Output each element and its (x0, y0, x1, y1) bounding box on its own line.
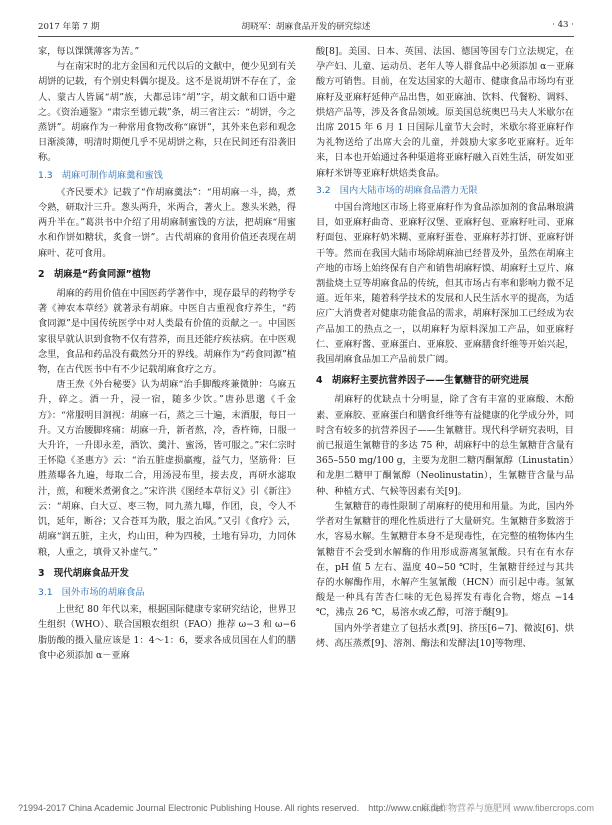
paragraph: 上世纪 80 年代以来，根据国际健康专家研究结论，世界卫生组织（WHO）、联合国粮农组织（FAO）推荐 ω−3 和 ω−6 脂肪酸的摄入量应该是 1：4～1：6，要求各成员国在人们的膳食中必须添加 α－亚麻 (38, 604, 296, 661)
paragraph: 唐王焘《外台秘要》认为胡麻“治手脚酸疼兼微肿：乌麻五升，碎之。酒一升，浸一宿，随多少饮。”唐孙思邈《千金方》：“常服明目洞视：胡麻一石，蒸之三十遍，末酒服，每日一升。又方治腰脚疼痛：胡麻一升，新者熬，冷，香杵筛，日服一大升许，一升即永差，酒饮、羹汁、蜜汤，皆可服之。”宋仁宗时王怀隐《圣惠方》云：“治五脏虚损羸瘦，益气力，坚筋骨：巨胜蒸曝各九遍，每取二合，用汤浸布里，接去皮，再研水滤取汁，煎，和粳米煮粥食之。”宋许洪《图经本草衍义》引《新注》云：“胡麻、白大豆、枣三物，同九蒸九曝，作团，良，令人不饥，延年，断谷；又合苍耳为散，服之治风。”又引《食疗》云，胡麻“润五脏，主火，灼山田，种为四稜，土地有异功，力同休粮，人重之，填骨又补虚气。” (38, 379, 296, 558)
paragraph: 家，每以馃馔薄客为苦。” (38, 46, 140, 57)
paragraph: 与在南宋时的北方金国和元代以后的文献中，便少见到有关胡饼的记载，有个别史料偶尔提及。这不是说胡饼不存在了，金人、蒙古人皆属“胡”族，大都忌讳“胡”字，胡文献和口语中避之。《资治通鉴》“肃宗至德元载”条，胡三省注云：“胡饼，今之蒸饼”。胡麻作为一种常用食物改称“麻饼”，其外来色彩和观念日渐淡薄，明清时期便几乎不见胡饼之称，只在民间还有沿袭旧称。 (38, 61, 296, 164)
paragraph: 胡麻籽的优缺点十分明显，除了含有丰富的亚麻酸、木酚素、亚麻胶、亚麻蛋白和膳食纤维等有益健康的化学成分外，同时含有较多的抗营养因子——生氰糖苷。现代科学研究表明，目前已报道生氰糖苷的多达 75 种，胡麻籽中的总生氰糖苷含量有 365–550 mg/100 g，主要为龙胆二糖丙酮氰醇（Linustatin）和龙胆二糖甲丁酮氰醇（Neolinustatin），生氰糖苷含量与品种、种植方式、气候等因素有关[9]。 (316, 394, 574, 497)
page-footer (0, 801, 612, 817)
right-column (316, 44, 574, 651)
section-heading-2: 2 胡麻是“药食同源”植物 (38, 268, 151, 280)
issue-label: 2017 年第 7 期 (38, 22, 100, 32)
copyright-notice: ?1994-2017 China Academic Journal Electronic Publishing House. All rights reserved. http://www.cnki.net (18, 803, 444, 813)
paragraph: 胡麻的药用价值在中国医药学著作中，现存最早的药物学专著《神农本草经》就著录有胡麻。中医自古重视食疗养生，“药食同源”是中国传统医学中对人类最有价值的贡献之一。中国医家很早就认识到食物不仅有营养，而且还能疗疾祛病。在中医观念里，食品和药品没有截然分开的界线。胡麻作为“药食同源”植物，在古代医书中有不少记载胡麻食疗之方。 (38, 288, 296, 376)
paragraph: 酸[8]。美国、日本、英国、法国、德国等国专门立法规定，在孕产妇、儿童、运动员、老年人等人群食品中必须添加 α－亚麻酸方可销售。目前，在发达国家的大超市、健康食品市场均有亚麻籽及亚麻籽延伸产品出售，如亚麻油、饮料、代餐粉、调料、烘焙产品等，涉及各食品领域。原美国总统奥巴马夫人米歇尔在出席 2015 年 6 月 1 日国际儿童节大会时，米歇尔将亚麻籽作为礼物送给了出席大会的儿童，并鼓励大家多吃亚麻籽。近年来，日本也开始通过各种渠道将亚麻籽融入百姓生活，研发如亚麻籽米饼等亚麻籽烘焙类食品。 (316, 46, 574, 179)
section-heading-4: 4 胡麻籽主要抗营养因子——生氰糖苷的研究进展 (316, 375, 529, 387)
section-heading-1-3: 1.3 胡麻可制作胡麻羹和蜜饯 (38, 169, 163, 181)
paragraph: 《齐民要术》记载了“作胡麻羹法”：“用胡麻一斗，捣，煮令熟，研取汁三升。葱头两升，米两合，著火上。葱头米熟，得两升半在。”葛洪书中介绍了用胡麻制蜜饯的方法，把胡麻“用蜜水和作饼如糖状，炙食一饼”。古代胡麻的食用价值还表现在胡麻叶、花可食用。 (38, 186, 296, 259)
left-column (38, 44, 296, 663)
section-heading-3-2: 3.2 国内大陆市场的胡麻食品潜力无限 (316, 184, 478, 196)
section-heading-3: 3 现代胡麻食品开发 (38, 567, 129, 579)
header-rule (38, 36, 574, 37)
paragraph: 国内外学者建立了包括水煮[9]、挤压[6−7]、微波[6]、烘烤、高压蒸煮[9]、溶剂、酶法和发酵法[10]等物理、 (316, 622, 574, 649)
running-title: 胡晓军：胡麻食品开发的研究综述 (241, 22, 371, 32)
running-header (38, 20, 574, 36)
paragraph: 生氰糖苷的毒性限制了胡麻籽的使用和用量。为此，国内外学者对生氰糖苷的理化性质进行了大量研究。生氰糖苷多数溶于水，容易水解。生氰糖苷本身不是现毒性，在完整的植物体内生氰糖苷不会受到水解酶的作用形成游离氢氰酸。只有在有水存在，pH 值 5 左右、温度 40~50 ℃时，生氰糖苷经过与其共存的水解酶作用，水解产生氢氰酸（HCN）而引起中毒。氢氰酸是一种具有苦杏仁味的无色易挥发有毒化合物，熔点 −14 ℃，沸点 26 ℃，易溶水或乙醇，可溶于醚[9]。 (316, 500, 574, 619)
section-heading-3-1: 3.1 国外市场的胡麻食品 (38, 586, 145, 598)
paragraph: 中国台湾地区市场上将亚麻籽作为食品添加剂的食品琳琅满目，如亚麻籽曲奇、亚麻籽汉堡、亚麻籽包、亚麻籽吐司、亚麻籽面包、亚麻籽奶米糊、亚麻籽蛋卷、亚麻籽苏打饼、亚麻籽饼干等。然而在我国大陆市场除胡麻油已经普及外，虽然在胡麻主产地的市场上始终保有自产和销售胡麻籽馍、胡麻籽土豆片、麻割盐烧土豆等胡麻食品的传统，但其市场占有率和影响力微不足道。近年来，随着科学技术的发展和人民生活水平的提高，为适应广大消费者对健康功能食品的需求，胡麻籽深加工已经成为农产品加工的热点之一，以胡麻籽为原料深加工产品，如亚麻籽仁、亚麻籽酱、亚麻蛋白、亚麻胶、亚麻膳食纤维等开始兴起，我国胡麻食品加工产品前景广阔。 (316, 202, 574, 366)
page-number: · 43 · (552, 20, 574, 30)
watermark-text: 麻类作物营养与施肥网 www.fibercrops.com (420, 803, 594, 813)
